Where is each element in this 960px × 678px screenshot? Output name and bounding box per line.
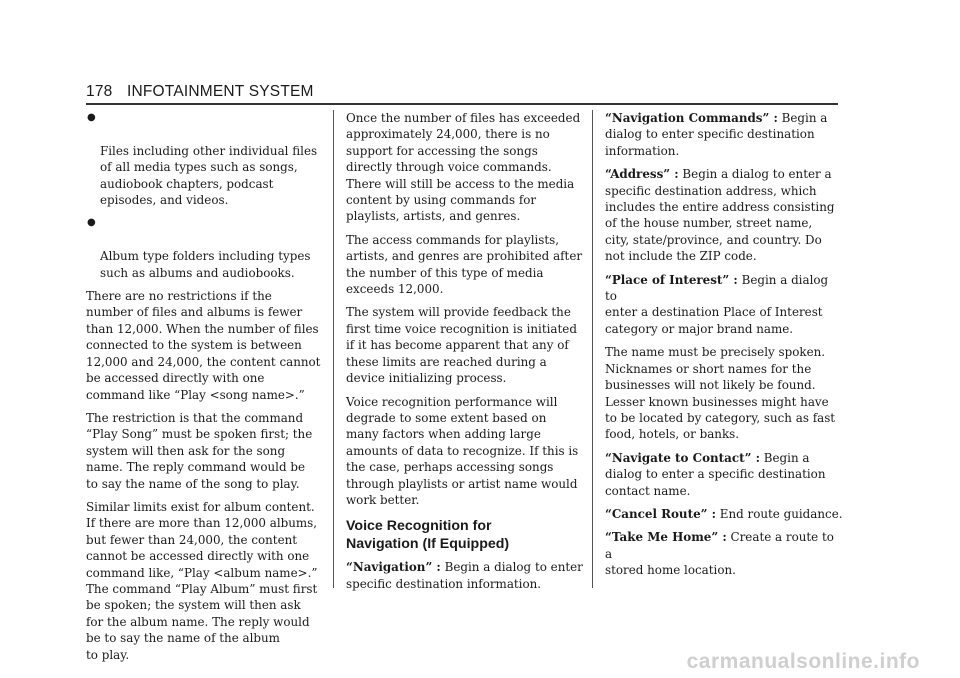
paragraph: The system will provide feedback the first time voice recognition is initiated if it has become apparent that any of these limits are reached during a device initializing process. <box>346 305 577 386</box>
column-divider <box>592 110 593 588</box>
page-number: 178 <box>86 83 113 100</box>
command-term: “Place of Interest” : <box>605 272 738 287</box>
command-description: Begin a dialog to enter a specific destination contact name. <box>605 450 826 498</box>
command-description: End route guidance. <box>716 506 843 521</box>
column-1 <box>86 110 324 670</box>
bullet-icon: ● <box>87 112 96 123</box>
command-term: “Take Me Home” : <box>605 530 727 545</box>
paragraph: There are no restrictions if the number of files and albums is fewer than 12,000. When the number of files connected to the system is between 12,000 and 24,000, the content cannot be accessed directly with one command like “Play <song name>.” <box>86 289 321 402</box>
command-description: Begin a dialog to enter specific destination information. <box>346 560 583 591</box>
command-definition <box>605 450 843 499</box>
list-item <box>86 215 324 281</box>
list-item-text: Files including other individual files of all media types such as songs, audiobook chapters, podcast episodes, and videos. <box>100 143 318 208</box>
column-2 <box>346 110 584 599</box>
command-description: Begin a dialog to enter a destination Place of Interest category or major brand name. <box>605 272 829 336</box>
command-definition <box>605 529 843 578</box>
command-definition <box>605 272 843 338</box>
section-title: INFOTAINMENT SYSTEM <box>126 83 314 100</box>
paragraph: Once the number of files has exceeded approximately 24,000, there is no support for accessing the songs directly through voice commands. There will still be access to the media content by using commands for playlists, artists, and genres. <box>346 111 581 224</box>
command-term: “Navigation Commands” : <box>605 111 778 125</box>
page-header <box>86 83 314 103</box>
command-definition <box>605 166 843 264</box>
command-definition <box>605 110 843 159</box>
command-description: Create a route to a stored home location. <box>605 530 834 578</box>
list-item <box>86 110 324 208</box>
header-rule <box>86 103 838 105</box>
list-item-text: Album type folders including types such as albums and audiobooks. <box>100 249 311 280</box>
command-term: “Address” : <box>605 167 679 182</box>
paragraph: The name must be precisely spoken. Nicknames or short names for the businesses will not likely be found. Lesser known businesses might have to be located by category, such as fast food, hotels, or banks. <box>605 345 836 442</box>
command-definition <box>346 559 584 592</box>
command-description: Begin a dialog to enter specific destination information. <box>605 111 828 158</box>
paragraph: Similar limits exist for album content. If there are more than 12,000 albums, but fewer than 24,000, the content cannot be accessed directly with one command like, “Play <album name>.” The command “Play Album” must first be spoken; the system will then ask for the album name. The reply would be to say the name of the album to play. <box>86 499 318 662</box>
command-definition <box>605 506 843 522</box>
paragraph: The restriction is that the command “Play Song” must be spoken first; the system will then ask for the song name. The reply command would be to say the name of the song to play. <box>86 410 313 491</box>
section-heading: Voice Recognition for Navigation (If Equipped) <box>346 518 510 553</box>
watermark: carmanualsonline.info <box>686 650 920 673</box>
command-term: “Navigate to Contact” : <box>605 450 760 465</box>
bullet-icon: ● <box>87 217 96 229</box>
command-description: Begin a dialog to enter a specific destination address, which includes the entire address consisting of the house number, street name, city, state/province, and country. Do not include the ZIP code. <box>605 167 835 264</box>
paragraph: The access commands for playlists, artists, and genres are prohibited after the number of this type of media exceeds 12,000. <box>346 232 583 297</box>
command-term: “Navigation” : <box>346 560 441 575</box>
command-term: “Cancel Route” : <box>605 506 716 521</box>
paragraph: Voice recognition performance will degrade to some extent based on many factors when adding large amounts of data to recognize. If this is the case, perhaps accessing songs through playlists or artist name would work better. <box>346 394 579 507</box>
column-3 <box>605 110 843 586</box>
column-divider <box>333 110 334 588</box>
